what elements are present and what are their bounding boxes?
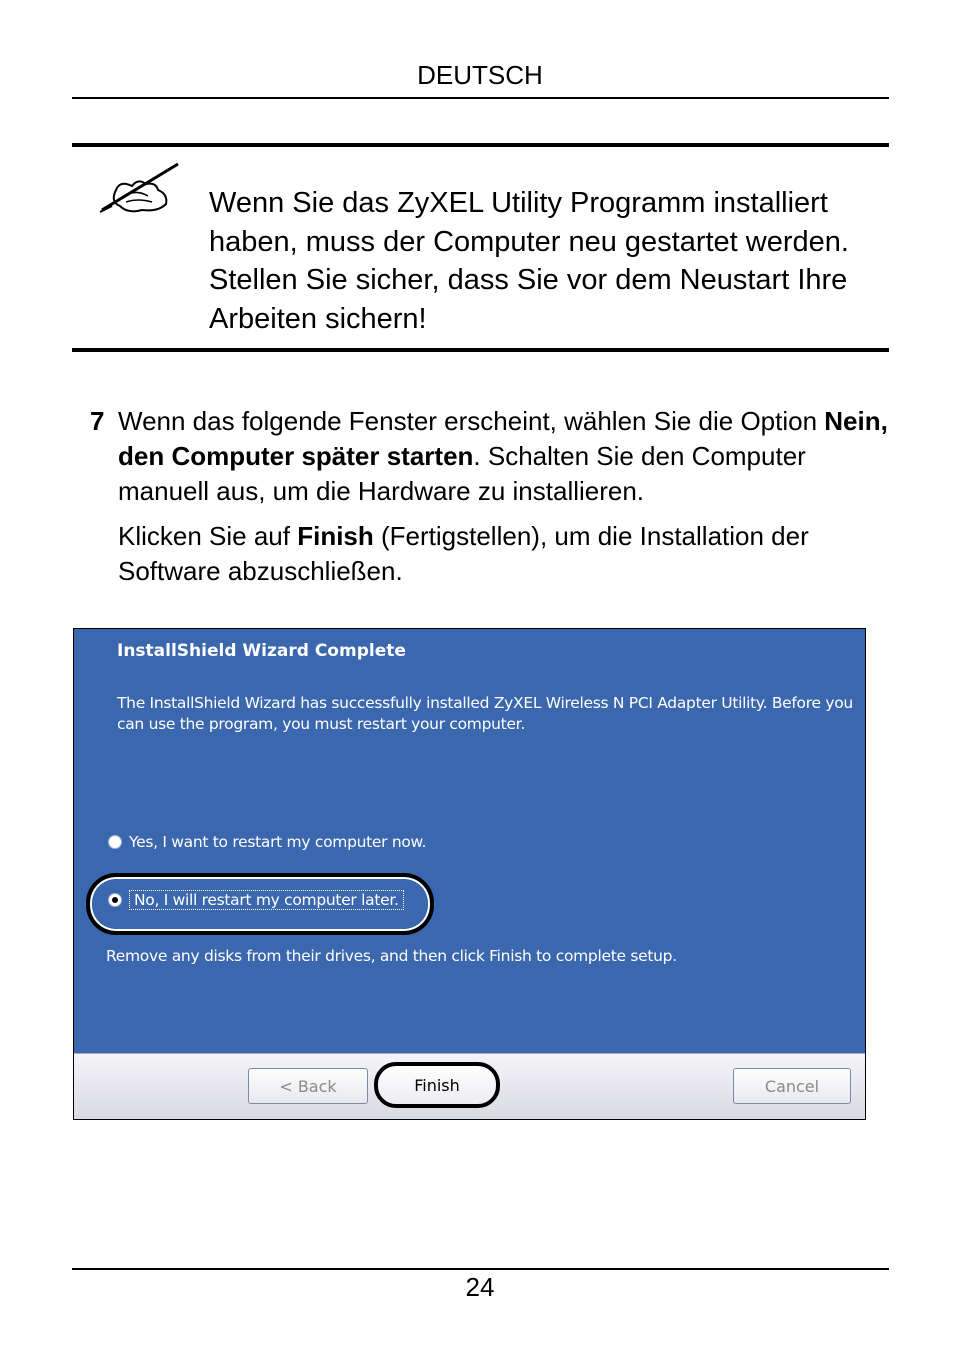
- step-number: 7: [90, 406, 105, 436]
- radio-unchecked-icon[interactable]: [108, 835, 122, 849]
- step-7: [90, 404, 890, 599]
- radio-checked-icon[interactable]: [108, 893, 122, 907]
- option-name-bold: Nein, den Computer später starten: [118, 406, 888, 471]
- back-button[interactable]: < Back: [248, 1068, 368, 1104]
- page-header-title: DEUTSCH: [417, 60, 543, 90]
- pencil-writing-icon: [98, 160, 182, 220]
- dialog-heading: InstallShield Wizard Complete: [117, 641, 406, 661]
- dialog-button-bar: [74, 1053, 865, 1120]
- dialog-message: The InstallShield Wizard has successfully installed ZyXEL Wireless N PCI Adapter Utility. Before you can use the program, you must restart your computer.: [117, 694, 853, 733]
- radio-restart-later-label[interactable]: No, I will restart my computer later.: [129, 890, 404, 910]
- cancel-button[interactable]: Cancel: [733, 1068, 851, 1104]
- radio-restart-later[interactable]: [108, 889, 404, 911]
- installshield-dialog: [73, 628, 866, 1120]
- step-text: Wenn das folgende Fenster erscheint, wählen Sie die Option: [118, 406, 825, 436]
- header-rule: [72, 97, 889, 99]
- note-bottom-rule: [72, 348, 889, 352]
- step-text: Klicken Sie auf: [118, 521, 298, 551]
- step-text: (Fertigstellen), um die Installation der Software abzuschließen.: [118, 521, 809, 586]
- finish-button[interactable]: Finish: [374, 1062, 500, 1108]
- step-text: . Schalten Sie den Computer manuell aus, um die Hardware zu installieren.: [118, 441, 806, 506]
- footer-rule: [72, 1268, 889, 1270]
- note-text: Wenn Sie das ZyXEL Utility Programm installiert haben, muss der Computer neu gestartet werden. Stellen Sie sicher, dass Sie vor dem Neustart Ihre Arbeiten sichern!: [209, 187, 849, 335]
- finish-bold: Finish: [297, 521, 374, 551]
- radio-restart-now-label[interactable]: Yes, I want to restart my computer now.: [129, 833, 427, 851]
- radio-restart-now[interactable]: [108, 831, 426, 853]
- dialog-instructions: Remove any disks from their drives, and then click Finish to complete setup.: [106, 947, 677, 965]
- note-top-rule: [72, 143, 889, 147]
- step-paragraph-1: [118, 404, 890, 509]
- page-number: 24: [465, 1272, 495, 1302]
- step-paragraph-2: [118, 519, 890, 589]
